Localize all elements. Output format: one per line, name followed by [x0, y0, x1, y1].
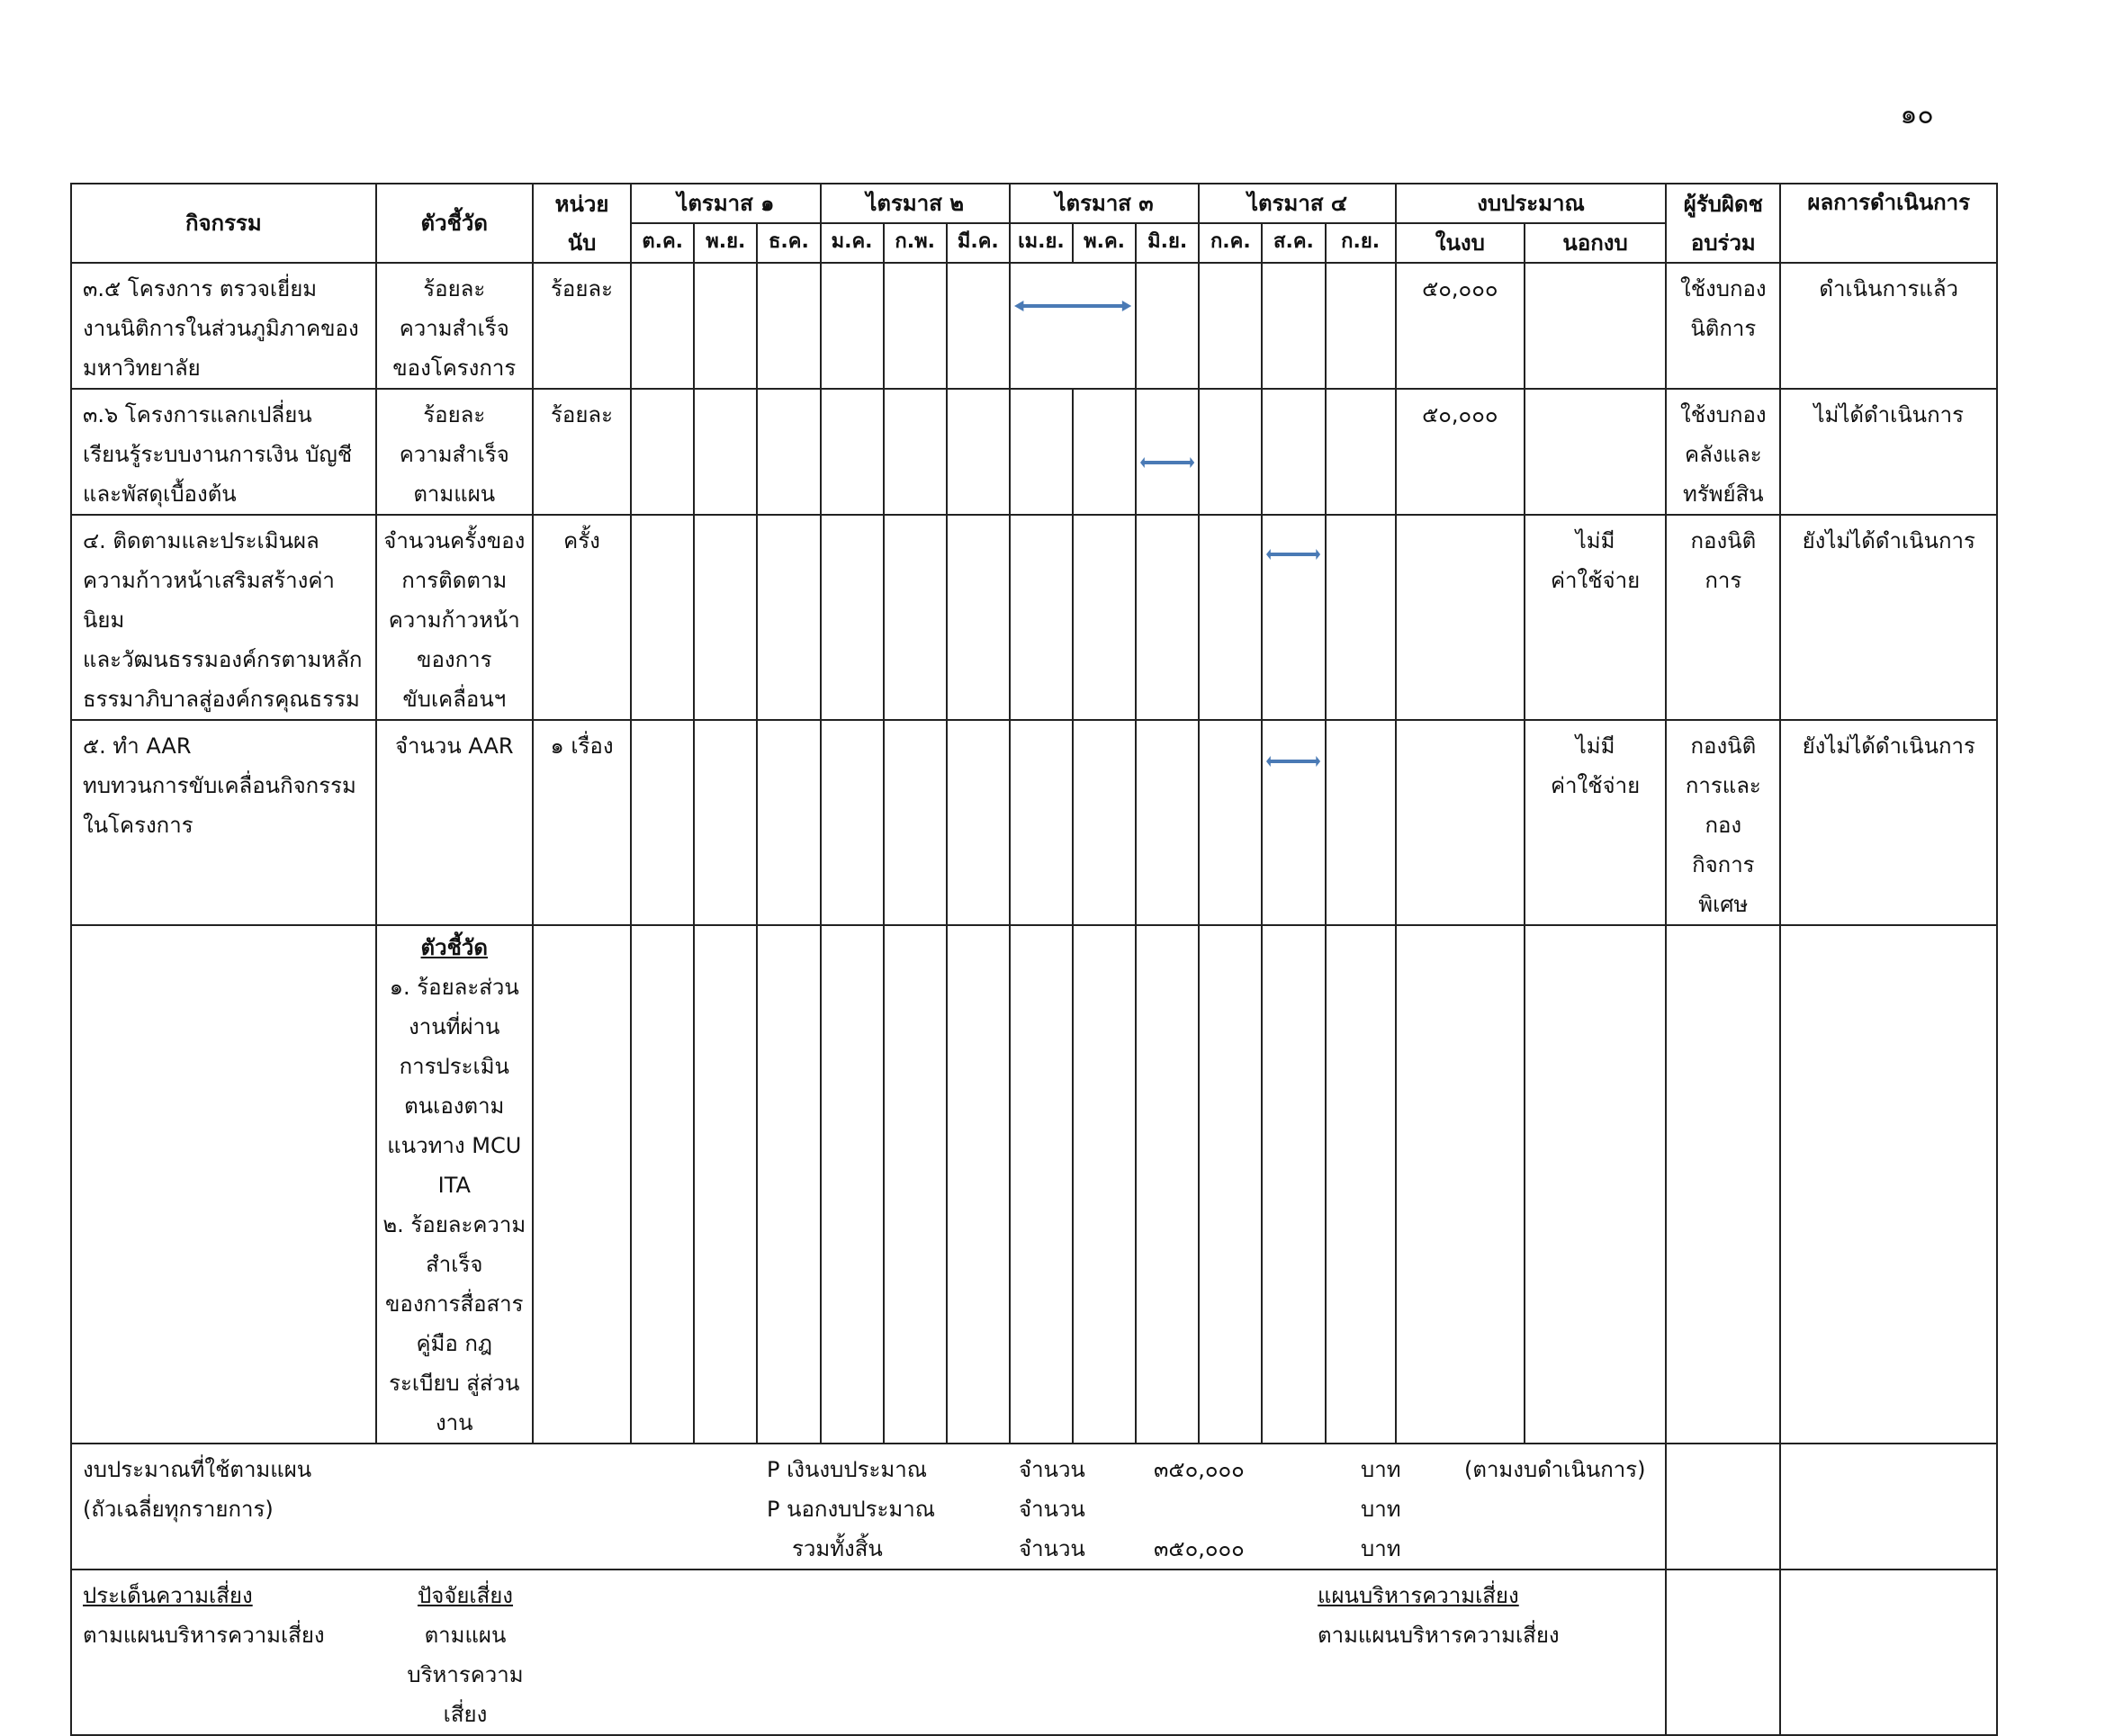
- month-cell: [1073, 515, 1136, 720]
- month-cell: [1199, 389, 1262, 515]
- indicator-cell-line: ตามแผน: [413, 481, 496, 507]
- in-budget-cell: ๕๐,๐๐๐: [1396, 389, 1525, 515]
- month-cell: [1199, 515, 1262, 720]
- header-out-budget: นอกงบ: [1525, 223, 1666, 263]
- result-cell: ยังไม่ได้ดำเนินการ: [1780, 515, 1997, 720]
- header-result: ผลการดำเนินการ: [1780, 184, 1997, 263]
- empty-cell: [1666, 925, 1780, 1444]
- header-budget: งบประมาณ: [1396, 184, 1667, 223]
- unit-cell: ๑ เรื่อง: [533, 720, 631, 925]
- activity-cell-line: ๓.๖ โครงการแลกเปลี่ยน: [83, 402, 312, 427]
- month-cell: [821, 263, 884, 389]
- activity-cell-line: และวัฒนธรรมองค์กรตามหลัก: [83, 647, 363, 672]
- activity-cell: [71, 720, 376, 925]
- indicator-note-line: ๑. ร้อยละส่วนงานที่ผ่าน: [389, 975, 519, 1039]
- activity-cell-line: งานนิติการในส่วนภูมิภาคของ: [83, 316, 359, 341]
- out-budget-cell: [1525, 263, 1666, 389]
- footer-amount: [1154, 1489, 1361, 1529]
- month-cell: [757, 263, 820, 389]
- footer-word: จำนวน: [1019, 1497, 1085, 1522]
- footer-note: (ตามงบดำเนินการ): [1464, 1457, 1646, 1482]
- month-cell: [1136, 515, 1199, 720]
- empty-cell: [533, 925, 631, 1444]
- indicator-cell: [376, 263, 533, 389]
- month-cell: [631, 389, 694, 515]
- responsible-cell-line: กิจการ: [1692, 852, 1755, 877]
- month-cell: [884, 263, 947, 389]
- month-cell: [821, 515, 884, 720]
- activity-plan-table: [70, 183, 1998, 1736]
- footer-unit: บาท: [1361, 1497, 1401, 1522]
- risk-section: [71, 1570, 1666, 1735]
- month-cell: [1136, 720, 1199, 925]
- out-budget-cell-line: ไม่มี: [1575, 528, 1615, 553]
- indicator-note-line: การประเมินตนเองตาม: [399, 1054, 509, 1119]
- activity-cell-line: และพัสดุเบื้องต้น: [83, 481, 237, 507]
- month-cell: [1010, 515, 1073, 720]
- month-cell: [1262, 389, 1325, 515]
- month-cell: [1010, 389, 1073, 515]
- responsible-cell-line: พิเศษ: [1698, 892, 1749, 917]
- indicator-note: [376, 925, 533, 1444]
- responsible-cell-line: ใช้งบกอง: [1680, 276, 1767, 301]
- header-responsible-line1: ผู้รับผิดช: [1666, 184, 1780, 223]
- unit-cell: ร้อยละ: [533, 389, 631, 515]
- month-cell: [1326, 515, 1396, 720]
- header-month: ส.ค.: [1262, 223, 1325, 263]
- in-budget-cell: ๕๐,๐๐๐: [1396, 263, 1525, 389]
- header-activity: กิจกรรม: [71, 184, 376, 263]
- risk-issue-text: ตามแผนบริหารความเสี่ยง: [83, 1623, 325, 1648]
- indicator-cell-line: ความก้าวหน้า: [388, 607, 520, 633]
- month-cell: [757, 389, 820, 515]
- month-cell: [1136, 263, 1199, 389]
- in-budget-cell: [1396, 720, 1525, 925]
- risk-factor-title: ปัจจัยเสี่ยง: [417, 1583, 514, 1608]
- indicator-cell-line: ของการ: [417, 647, 492, 672]
- responsible-cell-line: กองนิติ: [1690, 528, 1757, 553]
- responsible-cell: [1666, 515, 1780, 720]
- activity-cell-line: ๓.๕ โครงการ ตรวจเยี่ยม: [83, 276, 318, 301]
- activity-cell-line: เรียนรู้ระบบงานการเงิน บัญชี: [83, 442, 353, 467]
- month-cell: [1262, 720, 1325, 925]
- footer-word: จำนวน: [1019, 1457, 1085, 1482]
- empty-cell: [821, 925, 884, 1444]
- empty-cell: [1199, 925, 1262, 1444]
- header-quarter-3: ไตรมาส ๓: [1010, 184, 1199, 223]
- month-cell: [694, 720, 757, 925]
- result-cell: ไม่ได้ดำเนินการ: [1780, 389, 1997, 515]
- indicator-note-line: ของการสื่อสารคู่มือ กฎ: [385, 1291, 524, 1356]
- month-cell: [1199, 263, 1262, 389]
- activity-cell-line: มหาวิทยาลัย: [83, 355, 201, 381]
- risk-plan-title: แผนบริหารความเสี่ยง: [1318, 1583, 1519, 1608]
- month-cell: [631, 263, 694, 389]
- header-quarter-1: ไตรมาส ๑: [631, 184, 820, 223]
- risk-plan-text: ตามแผนบริหารความเสี่ยง: [1318, 1623, 1560, 1648]
- month-cell: [821, 389, 884, 515]
- empty-cell: [1326, 925, 1396, 1444]
- responsible-cell-line: คลังและ: [1685, 442, 1762, 467]
- indicator-cell-line: ความสำเร็จ: [399, 316, 509, 341]
- activity-cell: [71, 389, 376, 515]
- month-cell: [757, 515, 820, 720]
- page-number: ๑๐: [1900, 99, 1934, 130]
- responsible-cell-line: นิติการ: [1690, 316, 1757, 341]
- indicator-cell: [376, 515, 533, 720]
- responsible-cell: [1666, 263, 1780, 389]
- month-cell: [631, 720, 694, 925]
- month-cell: [694, 263, 757, 389]
- indicator-cell-line: ขับเคลื่อนฯ: [402, 687, 507, 712]
- empty-cell: [1010, 925, 1073, 1444]
- responsible-cell-line: กองนิติ: [1690, 733, 1757, 759]
- timeline-arrow: [1266, 755, 1320, 768]
- indicator-cell-line: ร้อยละ: [423, 276, 486, 301]
- month-cell: [1010, 263, 1136, 389]
- empty-cell: [757, 925, 820, 1444]
- footer-word: จำนวน: [1019, 1536, 1085, 1561]
- header-quarter-2: ไตรมาส ๒: [821, 184, 1010, 223]
- table-row: [71, 389, 1997, 515]
- indicator-cell-line: ของโครงการ: [392, 355, 517, 381]
- header-month: มี.ค.: [947, 223, 1010, 263]
- result-cell: ยังไม่ได้ดำเนินการ: [1780, 720, 1997, 925]
- month-cell: [821, 720, 884, 925]
- month-cell: [884, 720, 947, 925]
- month-cell: [1262, 515, 1325, 720]
- risk-issue-title: ประเด็นความเสี่ยง: [83, 1583, 253, 1608]
- out-budget-cell: [1525, 515, 1666, 720]
- footer-label: (ถัวเฉลี่ยทุกรายการ): [83, 1497, 274, 1522]
- empty-cell: [1780, 1570, 1997, 1735]
- responsible-cell-line: การ: [1705, 568, 1742, 593]
- timeline-arrow: [1140, 456, 1194, 469]
- responsible-cell: [1666, 720, 1780, 925]
- header-month: ม.ค.: [821, 223, 884, 263]
- month-cell: [947, 720, 1010, 925]
- activity-cell-line: ทบทวนการขับเคลื่อนกิจกรรม: [83, 773, 356, 798]
- footer-amount: ๓๕๐,๐๐๐: [1154, 1536, 1245, 1561]
- indicator-cell-line: จำนวน AAR: [394, 733, 514, 759]
- header-month: ธ.ค.: [757, 223, 820, 263]
- header-quarter-4: ไตรมาส ๔: [1199, 184, 1395, 223]
- indicator-cell-line: จำนวนครั้งของ: [383, 528, 526, 553]
- in-budget-cell: [1396, 515, 1525, 720]
- indicator-cell-line: การติดตาม: [401, 568, 508, 593]
- month-cell: [1326, 720, 1396, 925]
- footer-amount: ๓๕๐,๐๐๐: [1154, 1457, 1245, 1482]
- indicator-cell-line: ความสำเร็จ: [399, 442, 509, 467]
- month-cell: [947, 515, 1010, 720]
- out-budget-cell-line: ไม่มี: [1575, 733, 1615, 759]
- header-responsible-line2: อบร่วม: [1666, 223, 1780, 263]
- footer-type: P เงินงบประมาณ: [767, 1457, 927, 1482]
- indicator-note-line: ๒. ร้อยละความสำเร็จ: [382, 1212, 526, 1277]
- header-unit-line2: นับ: [533, 223, 631, 263]
- activity-cell-line: ๔. ติดตามและประเมินผล: [83, 528, 319, 553]
- header-in-budget: ในงบ: [1396, 223, 1525, 263]
- unit-cell: ครั้ง: [533, 515, 631, 720]
- risk-factor-line: เสี่ยง: [443, 1702, 488, 1727]
- indicator-cell: [376, 720, 533, 925]
- out-budget-cell: [1525, 389, 1666, 515]
- empty-cell: [1780, 925, 1997, 1444]
- month-cell: [757, 720, 820, 925]
- month-cell: [1073, 720, 1136, 925]
- month-cell: [884, 515, 947, 720]
- header-month: ก.ย.: [1326, 223, 1396, 263]
- empty-cell: [1396, 925, 1525, 1444]
- month-cell: [1136, 389, 1199, 515]
- unit-cell: ร้อยละ: [533, 263, 631, 389]
- month-cell: [1262, 263, 1325, 389]
- activity-cell-line: ธรรมาภิบาลสู่องค์กรคุณธรรม: [83, 687, 360, 712]
- responsible-cell-line: ใช้งบกอง: [1680, 402, 1767, 427]
- header-month: ก.ค.: [1199, 223, 1262, 263]
- activity-cell-line: ๕. ทำ AAR: [83, 733, 192, 759]
- table-row: [71, 263, 1997, 389]
- empty-cell: [884, 925, 947, 1444]
- out-budget-cell: [1525, 720, 1666, 925]
- note-activity-empty: [71, 925, 376, 1444]
- header-month: พ.ย.: [694, 223, 757, 263]
- responsible-cell: [1666, 389, 1780, 515]
- table-row: [71, 515, 1997, 720]
- header-month: ต.ค.: [631, 223, 694, 263]
- out-budget-cell-line: ค่าใช้จ่าย: [1551, 773, 1641, 798]
- empty-cell: [1262, 925, 1325, 1444]
- activity-cell: [71, 515, 376, 720]
- empty-cell: [1525, 925, 1666, 1444]
- month-cell: [694, 389, 757, 515]
- indicator-cell-line: ร้อยละ: [423, 402, 486, 427]
- month-cell: [884, 389, 947, 515]
- responsible-cell-line: การและ: [1685, 773, 1761, 798]
- month-cell: [694, 515, 757, 720]
- timeline-arrow: [1014, 300, 1131, 312]
- month-cell: [631, 515, 694, 720]
- empty-cell: [1136, 925, 1199, 1444]
- header-indicator: ตัวชี้วัด: [376, 184, 533, 263]
- header-month: เม.ย.: [1010, 223, 1073, 263]
- activity-cell-line: ในโครงการ: [83, 813, 193, 838]
- indicator-note-line: ระเบียบ สู่ส่วนงาน: [389, 1371, 520, 1435]
- header-month: พ.ค.: [1073, 223, 1136, 263]
- indicator-note-line: แนวทาง MCU ITA: [387, 1133, 522, 1198]
- month-cell: [1010, 720, 1073, 925]
- empty-cell: [631, 925, 694, 1444]
- footer-unit: บาท: [1361, 1457, 1401, 1482]
- footer-type: รวมทั้งสิ้น: [792, 1536, 883, 1561]
- header-month: ก.พ.: [884, 223, 947, 263]
- responsible-cell-line: ทรัพย์สิน: [1683, 481, 1764, 507]
- result-cell: ดำเนินการแล้ว: [1780, 263, 1997, 389]
- header-unit-line1: หน่วย: [533, 184, 631, 223]
- activity-cell: [71, 263, 376, 389]
- footer-budget-summary: [71, 1444, 1666, 1570]
- indicator-cell: [376, 389, 533, 515]
- activity-cell-line: ความก้าวหน้าเสริมสร้างค่านิยม: [83, 568, 335, 633]
- empty-cell: [1666, 1570, 1780, 1735]
- month-cell: [1199, 720, 1262, 925]
- footer-unit: บาท: [1361, 1536, 1401, 1561]
- footer-label: งบประมาณที่ใช้ตามแผน: [83, 1457, 312, 1482]
- month-cell: [947, 389, 1010, 515]
- responsible-cell-line: กอง: [1705, 813, 1742, 838]
- month-cell: [1073, 389, 1136, 515]
- header-month: มิ.ย.: [1136, 223, 1199, 263]
- empty-cell: [947, 925, 1010, 1444]
- table-row: [71, 720, 1997, 925]
- risk-factor-line: บริหารความ: [407, 1662, 524, 1687]
- month-cell: [947, 263, 1010, 389]
- month-cell: [1326, 389, 1396, 515]
- risk-factor-line: ตามแผน: [424, 1623, 507, 1648]
- indicator-note-title: ตัวชี้วัด: [420, 935, 488, 960]
- empty-cell: [694, 925, 757, 1444]
- empty-cell: [1073, 925, 1136, 1444]
- footer-type: P นอกงบประมาณ: [767, 1497, 935, 1522]
- month-cell: [1326, 263, 1396, 389]
- timeline-arrow: [1266, 548, 1320, 561]
- out-budget-cell-line: ค่าใช้จ่าย: [1551, 568, 1641, 593]
